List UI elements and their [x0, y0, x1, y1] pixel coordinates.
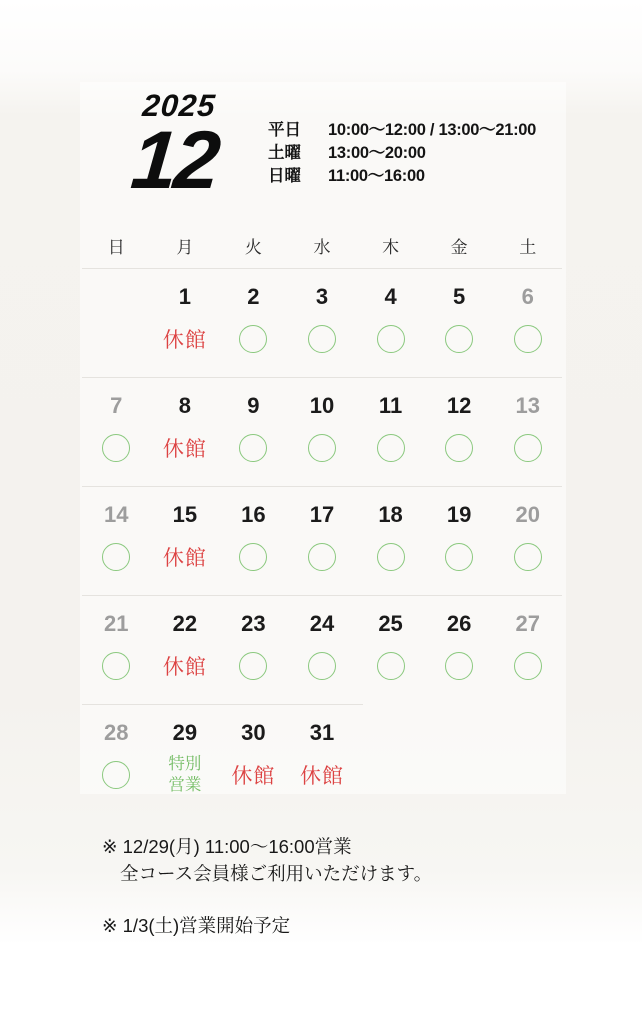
day-number: 18: [378, 502, 403, 527]
week-row: [82, 487, 562, 595]
day-status: [425, 530, 494, 584]
open-circle-icon: [445, 543, 473, 571]
day-status: [151, 530, 220, 584]
day-number: 3: [315, 284, 329, 309]
open-circle-icon: [239, 325, 267, 353]
open-circle-icon: [239, 652, 267, 680]
weekday-header-row: [82, 228, 562, 268]
day-status: [82, 421, 151, 475]
day-cell: [493, 487, 562, 595]
day-cell: [219, 378, 288, 486]
day-cell: [151, 596, 220, 704]
note-line: ※ 12/29(月) 11:00〜16:00営業: [102, 836, 352, 857]
day-status: [151, 312, 220, 366]
day-number: 9: [247, 393, 260, 418]
weekday-label: 火: [244, 238, 262, 257]
month-number: 12: [127, 115, 221, 206]
weekday-label: 月: [176, 238, 194, 257]
day-status: [151, 639, 220, 693]
day-number: 8: [178, 393, 191, 418]
day-status: [82, 530, 151, 584]
hours-row: [268, 119, 536, 142]
day-cell: [493, 269, 562, 377]
day-cell: [219, 596, 288, 704]
day-number: 17: [309, 502, 335, 527]
week-row: [82, 378, 562, 486]
closed-label: 休館: [162, 329, 207, 352]
closed-label: 休館: [162, 656, 207, 679]
hours-time: 11:00〜16:00: [328, 167, 425, 185]
open-circle-icon: [102, 761, 130, 789]
day-status: [425, 639, 494, 693]
day-number: 19: [446, 502, 472, 527]
day-number: 14: [104, 502, 129, 527]
day-cell: [356, 269, 425, 377]
special-open-line: 特別: [168, 754, 202, 773]
closed-label: 休館: [162, 438, 207, 461]
open-circle-icon: [308, 434, 336, 462]
hours-row: [268, 165, 536, 188]
weekday-label: 金: [450, 238, 468, 257]
calendar-weeks: [82, 269, 562, 813]
day-status: [82, 639, 151, 693]
weekday-label: 日: [107, 238, 125, 257]
day-status: [219, 530, 288, 584]
day-number: 27: [515, 611, 540, 636]
day-cell: [493, 596, 562, 704]
closed-label: 休館: [231, 765, 276, 788]
day-status: [493, 530, 562, 584]
day-number: 24: [309, 611, 335, 636]
open-circle-icon: [514, 652, 542, 680]
special-open-line: 営業: [168, 776, 202, 794]
day-status: [288, 639, 357, 693]
day-number: 1: [178, 284, 191, 309]
open-circle-icon: [445, 652, 473, 680]
open-circle-icon: [308, 543, 336, 571]
open-circle-icon: [445, 434, 473, 462]
day-number: 4: [384, 284, 397, 309]
day-cell: [219, 269, 288, 377]
day-number: 23: [241, 611, 266, 636]
day-number: 31: [309, 720, 335, 745]
open-circle-icon: [102, 543, 130, 571]
day-status: [219, 421, 288, 475]
day-number: 25: [378, 611, 403, 636]
day-cell: [219, 705, 288, 813]
day-cell: [151, 378, 220, 486]
day-cell: [151, 487, 220, 595]
open-circle-icon: [102, 434, 130, 462]
day-status: [288, 530, 357, 584]
special-open-label: [168, 754, 201, 797]
day-cell: [151, 705, 220, 813]
year-label: 2025: [141, 88, 218, 123]
day-cell: [288, 487, 357, 595]
day-status: [356, 312, 425, 366]
calendar-grid: [82, 228, 562, 813]
day-cell: [82, 596, 151, 704]
hours-day-label: 日曜: [268, 167, 301, 185]
day-status: [288, 312, 357, 366]
day-number: 20: [515, 502, 540, 527]
day-number: 13: [515, 393, 540, 418]
day-number: 28: [104, 720, 129, 745]
day-number: 15: [172, 502, 198, 527]
day-number: 22: [172, 611, 198, 636]
weekday-label: 水: [313, 238, 331, 257]
open-circle-icon: [514, 325, 542, 353]
open-circle-icon: [514, 434, 542, 462]
day-cell: [151, 269, 220, 377]
day-number: 16: [241, 502, 266, 527]
day-number: 5: [453, 284, 466, 309]
day-cell: [82, 378, 151, 486]
closed-label: 休館: [299, 765, 344, 788]
open-circle-icon: [102, 652, 130, 680]
day-status: [493, 639, 562, 693]
day-number: 11: [378, 393, 403, 418]
open-circle-icon: [377, 543, 405, 571]
week-row: [82, 596, 562, 704]
day-status: [151, 748, 220, 802]
day-cell: [288, 596, 357, 704]
day-cell: [425, 269, 494, 377]
hours-day-label: 平日: [268, 121, 301, 139]
day-status: [425, 312, 494, 366]
day-status: [219, 312, 288, 366]
day-status: [493, 312, 562, 366]
day-cell: [356, 487, 425, 595]
open-circle-icon: [308, 652, 336, 680]
week-row: [82, 705, 562, 813]
day-cell: [288, 378, 357, 486]
day-number: 26: [446, 611, 472, 636]
open-circle-icon: [445, 325, 473, 353]
weekday-label: 土: [519, 238, 537, 257]
day-number: 6: [521, 284, 534, 309]
day-cell: [356, 378, 425, 486]
hours-time: 13:00〜20:00: [328, 144, 426, 162]
day-status: [151, 421, 220, 475]
day-status: [219, 639, 288, 693]
open-circle-icon: [308, 325, 336, 353]
day-number: 12: [446, 393, 472, 418]
month-block: [105, 88, 246, 206]
weekday-label: 木: [382, 238, 400, 257]
day-status: [219, 748, 288, 802]
day-status: [288, 421, 357, 475]
note-line: 全コース会員様ご利用いただけます。: [120, 863, 433, 884]
day-status: [288, 748, 357, 802]
open-circle-icon: [377, 434, 405, 462]
day-cell: [288, 269, 357, 377]
hours-time: 10:00〜12:00 / 13:00〜21:00: [328, 121, 537, 139]
day-cell: [82, 487, 151, 595]
day-cell: [82, 269, 151, 377]
week-row: [82, 269, 562, 377]
day-cell: [425, 705, 494, 813]
open-circle-icon: [377, 325, 405, 353]
day-cell: [425, 378, 494, 486]
day-cell: [356, 705, 425, 813]
day-number: 10: [309, 393, 335, 418]
day-number: 29: [172, 720, 198, 745]
day-cell: [493, 705, 562, 813]
day-number: 2: [247, 284, 260, 309]
day-cell: [288, 705, 357, 813]
hours-day-label: 土曜: [268, 144, 301, 162]
hours-row: [268, 142, 536, 165]
closed-label: 休館: [162, 547, 207, 570]
business-hours: [268, 119, 536, 188]
open-circle-icon: [514, 543, 542, 571]
day-status: [356, 530, 425, 584]
open-circle-icon: [377, 652, 405, 680]
day-status: [493, 421, 562, 475]
day-status: [356, 639, 425, 693]
day-cell: [356, 596, 425, 704]
note-line: ※ 1/3(土)営業開始予定: [102, 915, 291, 936]
day-cell: [425, 596, 494, 704]
day-cell: [219, 487, 288, 595]
open-circle-icon: [239, 543, 267, 571]
day-cell: [82, 705, 151, 813]
day-cell: [493, 378, 562, 486]
day-number: 7: [110, 393, 123, 418]
day-status: [425, 421, 494, 475]
footnotes: [102, 833, 432, 939]
day-number: 21: [104, 611, 129, 636]
day-status: [356, 421, 425, 475]
open-circle-icon: [239, 434, 267, 462]
day-status: [82, 748, 151, 802]
day-number: 30: [241, 720, 266, 745]
day-cell: [425, 487, 494, 595]
